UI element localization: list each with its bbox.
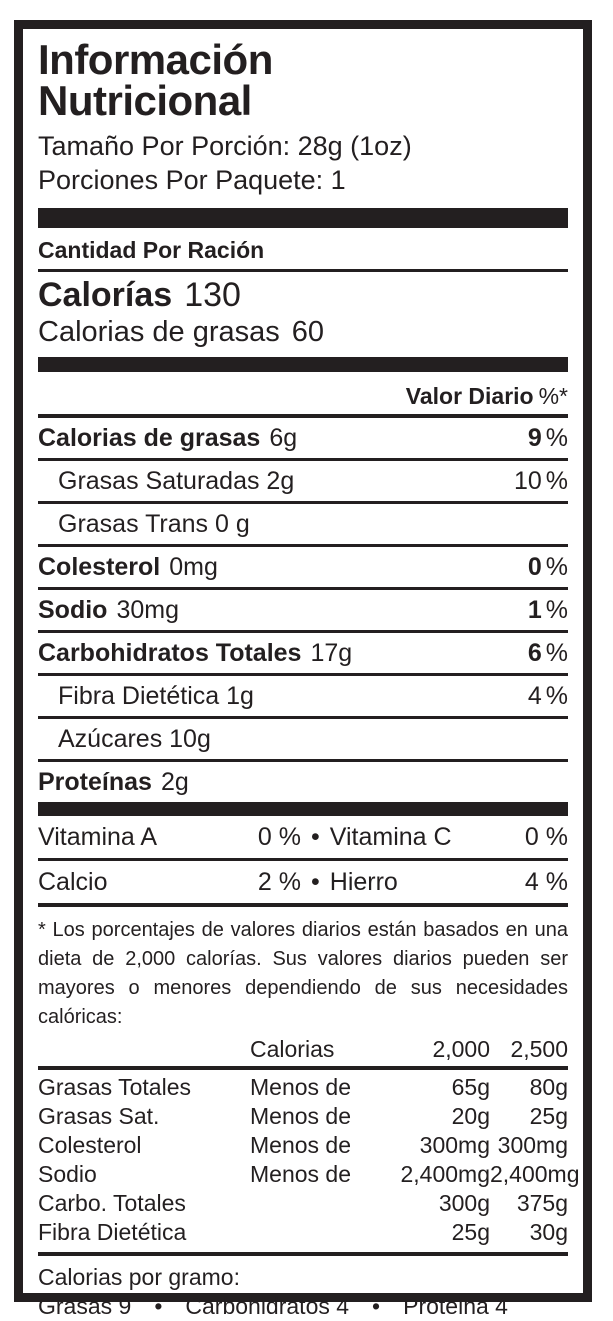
table-row-name: Grasas Totales bbox=[38, 1074, 191, 1101]
daily-value-header-label: Valor Diario bbox=[405, 383, 534, 410]
calories-from-fat-line bbox=[38, 315, 568, 349]
nutrient-dv-value: 0 bbox=[527, 553, 542, 582]
nutrient-amount: 6g bbox=[269, 424, 298, 453]
table-row-value-2500: 375g bbox=[516, 1190, 568, 1217]
bullet-separator: • bbox=[154, 1293, 163, 1320]
table-row-name: Fibra Dietética bbox=[38, 1219, 187, 1246]
calories-from-fat-label: Calorias de grasas bbox=[38, 316, 280, 349]
vitamin-left-value: 2 % bbox=[257, 868, 301, 897]
nutrient-dv-cell bbox=[528, 424, 568, 452]
nutrient-name-cell bbox=[38, 639, 352, 667]
label-title-line1: Información bbox=[38, 36, 273, 83]
nutrient-name-cell bbox=[38, 768, 189, 796]
table-row-name: Carbo. Totales bbox=[38, 1190, 186, 1217]
table-row-value-2000: 65g bbox=[451, 1074, 490, 1101]
table-body bbox=[38, 1070, 580, 1247]
table-row bbox=[38, 1102, 568, 1131]
nutrient-dv-unit: % bbox=[545, 553, 568, 582]
nutrient-dv-cell bbox=[528, 639, 568, 667]
nutrient-name-cell bbox=[38, 682, 254, 710]
nutrient-amount: 30mg bbox=[116, 596, 179, 625]
calories-value: 130 bbox=[184, 276, 241, 315]
bullet-separator: • bbox=[311, 868, 320, 897]
nutrient-row-calories-from-fat bbox=[38, 418, 568, 461]
calories-per-gram-heading: Calorias por gramo: bbox=[38, 1264, 240, 1291]
nutrient-name-cell bbox=[38, 553, 218, 581]
nutrient-dv-value: 6 bbox=[527, 639, 542, 668]
separator-bar-thick-top bbox=[38, 208, 568, 228]
table-header-row bbox=[38, 1035, 568, 1070]
nutrient-name: Sodio bbox=[38, 596, 108, 625]
nutrient-dv-unit: % bbox=[545, 682, 568, 711]
table-row bbox=[38, 1218, 568, 1247]
table-header-2000: 2,000 bbox=[432, 1036, 490, 1063]
daily-value-footnote: * Los porcentajes de valores diarios están basados en una dieta de 2,000 calorías. Sus valores diarios pueden ser mayores o menores dependiendo de sus necesidades calóricas: bbox=[38, 919, 568, 1029]
table-row-qualifier: Menos de bbox=[250, 1103, 352, 1130]
table-row-qualifier bbox=[250, 1189, 368, 1218]
nutrient-dv-value: 10 bbox=[513, 467, 542, 496]
vitamin-right-name: Vitamina C bbox=[329, 823, 452, 852]
nutrient-dv-unit: % bbox=[545, 424, 568, 453]
table-header-calories: Calorias bbox=[250, 1036, 335, 1063]
nutrient-name-cell bbox=[38, 510, 250, 538]
nutrient-name-cell bbox=[38, 424, 297, 452]
table-header-2500: 2,500 bbox=[510, 1036, 568, 1063]
calories-line bbox=[38, 272, 568, 315]
nutrient-name: Fibra Dietética 1g bbox=[58, 682, 254, 711]
nutrient-row-sugars bbox=[38, 719, 568, 762]
nutrient-amount: 2g bbox=[160, 768, 189, 797]
nutrient-dv-unit: % bbox=[545, 596, 568, 625]
nutrient-dv-cell bbox=[528, 596, 568, 624]
separator-bar-thick-middle bbox=[38, 357, 568, 372]
calories-from-fat-value: 60 bbox=[291, 316, 325, 349]
daily-value-header bbox=[38, 372, 568, 418]
daily-value-header-suffix: %* bbox=[538, 383, 568, 410]
table-row-value-2500: 300mg bbox=[497, 1132, 568, 1159]
nutrient-row-cholesterol bbox=[38, 547, 568, 590]
table-row-qualifier: Menos de bbox=[250, 1074, 352, 1101]
nutrient-row-sodium bbox=[38, 590, 568, 633]
vitamin-row-calcium-iron bbox=[38, 861, 568, 907]
nutrient-dv-cell bbox=[528, 682, 568, 710]
calories-per-gram-carbohydrate: Carbohidratos 4 bbox=[185, 1293, 350, 1320]
table-row bbox=[38, 1073, 568, 1102]
table-row-value-2000: 300g bbox=[438, 1190, 490, 1217]
nutrient-row-dietary-fiber bbox=[38, 676, 568, 719]
vitamin-left-value: 0 % bbox=[257, 823, 301, 852]
nutrient-row-total-carbohydrate bbox=[38, 633, 568, 676]
nutrition-facts-label bbox=[14, 20, 592, 1320]
serving-size-text: Tamaño Por Porción: 28g (1oz) bbox=[38, 131, 412, 162]
bullet-separator: • bbox=[372, 1293, 381, 1320]
table-row-name: Sodio bbox=[38, 1161, 97, 1188]
vitamin-right-name: Hierro bbox=[329, 868, 398, 897]
serving-info bbox=[38, 129, 568, 197]
vitamin-right-value: 4 % bbox=[524, 868, 568, 897]
nutrient-name: Proteínas bbox=[38, 768, 152, 797]
amount-per-serving-heading: Cantidad Por Ración bbox=[38, 228, 568, 272]
vitamin-right-value: 0 % bbox=[524, 823, 568, 852]
nutrient-name: Grasas Saturadas 2g bbox=[58, 467, 295, 496]
table-row-name: Colesterol bbox=[38, 1132, 142, 1159]
nutrient-dv-unit: % bbox=[545, 467, 568, 496]
nutrient-row-trans-fat bbox=[38, 504, 568, 547]
calories-label: Calorías bbox=[38, 276, 173, 315]
table-row-value-2000: 25g bbox=[451, 1219, 490, 1246]
table-row-value-2000: 20g bbox=[451, 1103, 490, 1130]
calories-per-gram-items bbox=[38, 1291, 568, 1321]
table-row-value-2500: 80g bbox=[529, 1074, 568, 1101]
table-row-qualifier: Menos de bbox=[250, 1132, 352, 1159]
nutrient-row-saturated-fat bbox=[38, 461, 568, 504]
nutrient-dv-cell bbox=[514, 467, 568, 495]
vitamin-left-name: Calcio bbox=[38, 868, 108, 897]
table-row bbox=[38, 1189, 568, 1218]
table-row-value-2000: 2,400mg bbox=[400, 1161, 490, 1188]
nutrient-amount: 0mg bbox=[169, 553, 218, 582]
daily-value-reference-table bbox=[38, 1035, 580, 1256]
nutrient-name: Calorias de grasas bbox=[38, 424, 261, 453]
nutrient-dv-unit: % bbox=[545, 639, 568, 668]
nutrient-name: Grasas Trans 0 g bbox=[58, 510, 250, 539]
bullet-separator: • bbox=[311, 823, 320, 852]
vitamin-left-name: Vitamina A bbox=[38, 823, 158, 852]
nutrient-name: Carbohidratos Totales bbox=[38, 639, 302, 668]
table-row-qualifier bbox=[250, 1218, 368, 1247]
nutrient-name-cell bbox=[38, 725, 211, 753]
table-row-value-2000: 300mg bbox=[419, 1132, 490, 1159]
nutrient-dv-value: 1 bbox=[527, 596, 542, 625]
table-row-value-2500: 2,400mg bbox=[490, 1161, 580, 1188]
nutrient-name: Colesterol bbox=[38, 553, 161, 582]
table-row bbox=[38, 1131, 568, 1160]
table-row-qualifier: Menos de bbox=[250, 1161, 352, 1188]
table-row-value-2500: 30g bbox=[529, 1219, 568, 1246]
nutrient-dv-cell bbox=[528, 553, 568, 581]
vitamin-row-a-c bbox=[38, 816, 568, 861]
separator-bar-thick-bottom bbox=[38, 802, 568, 816]
label-title bbox=[38, 36, 568, 125]
nutrient-dv-value: 4 bbox=[527, 682, 542, 711]
nutrient-row-protein bbox=[38, 762, 568, 802]
calories-per-gram-protein: Proteina 4 bbox=[403, 1293, 508, 1320]
table-row-value-2500: 25g bbox=[529, 1103, 568, 1130]
table-row-name: Grasas Sat. bbox=[38, 1103, 160, 1130]
calories-per-gram-fat: Grasas 9 bbox=[38, 1293, 132, 1320]
nutrient-name-cell bbox=[38, 596, 179, 624]
label-title-line2: Nutricional bbox=[38, 77, 252, 125]
servings-per-package-text: Porciones Por Paquete: 1 bbox=[38, 165, 346, 196]
nutrient-amount: 17g bbox=[310, 639, 353, 668]
table-row bbox=[38, 1160, 580, 1189]
nutrient-dv-value: 9 bbox=[527, 424, 542, 453]
table-header-empty bbox=[38, 1035, 250, 1064]
nutrient-name: Azúcares 10g bbox=[58, 725, 211, 754]
nutrient-name-cell bbox=[38, 467, 294, 495]
